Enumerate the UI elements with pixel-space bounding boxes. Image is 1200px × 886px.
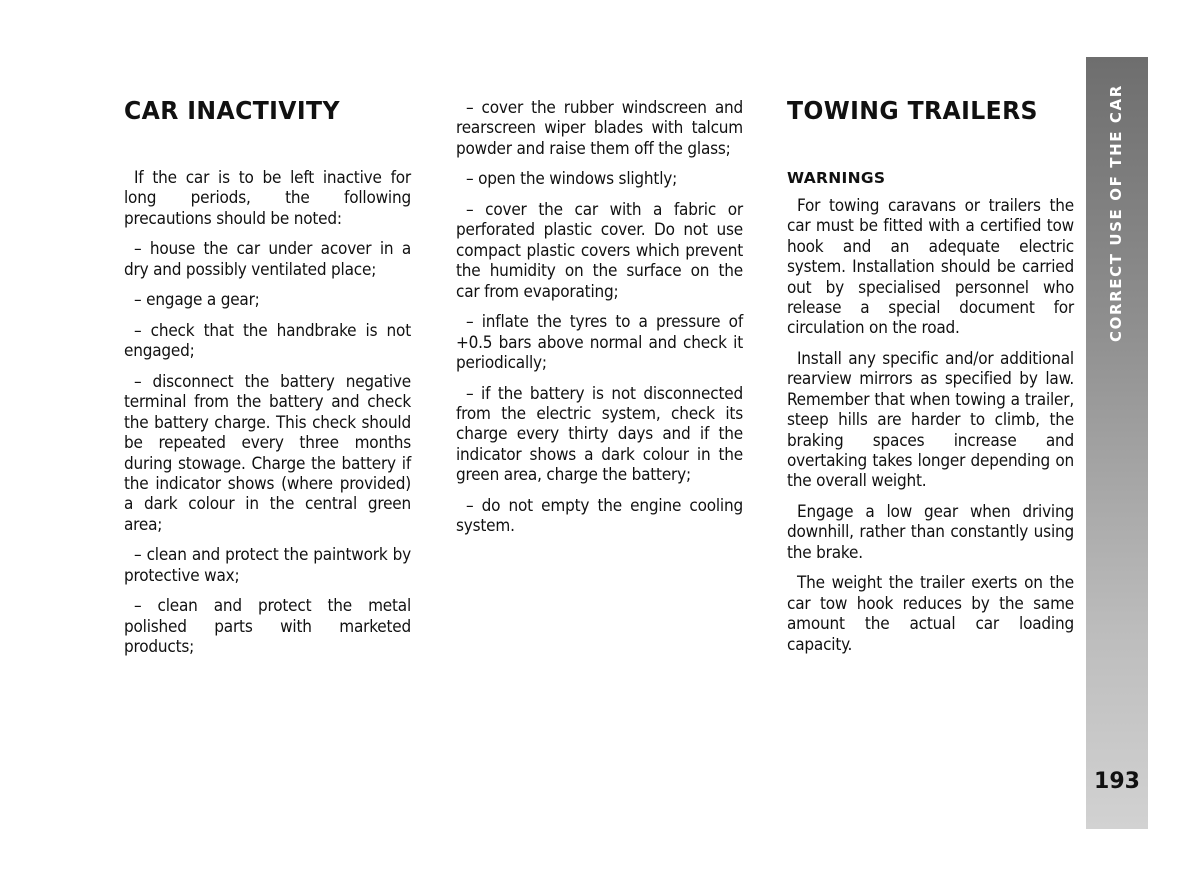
right-column — [787, 96, 1074, 665]
paragraph: – if the battery is not disconnected from the electric system, check its charge every thirty days and if the indicator shows a dark colour in the green area, charge the battery; — [456, 383, 743, 486]
left-column — [124, 96, 411, 668]
paragraph: If the car is to be left inactive for long periods, the following precautions should be noted: — [124, 168, 411, 229]
paragraph: – cover the car with a fabric or perforated plastic cover. Do not use compact plastic covers which prevent the humidity on the surface on the car from evaporating; — [456, 200, 743, 302]
paragraph: – clean and protect the metal polished parts with marketed products; — [124, 596, 411, 658]
car-inactivity-heading: CAR INACTIVITY — [124, 96, 340, 125]
towing-trailers-heading: TOWING TRAILERS — [787, 96, 1038, 125]
paragraph: Install any specific and/or additional rearview mirrors as specified by law. Remember that when towing a trailer, steep hills are harder to climb, the braking spaces increase and overtaking takes longer depending on the overall weight. — [787, 349, 1074, 492]
middle-column — [456, 98, 743, 547]
paragraph: – house the car under acover in a dry and possibly ventilated place; — [124, 239, 411, 280]
paragraph: – disconnect the battery negative terminal from the battery and check the battery charge. This check should be repeated every three months during stowage. Charge the battery if the indicator shows (where provided) a dark colour in the central green area; — [124, 372, 411, 535]
paragraph: For towing caravans or trailers the car must be fitted with a certified tow hook and an adequate electric system. Installation should be carried out by specialised personnel who release a special document for circulation on the road. — [787, 196, 1074, 339]
paragraph: – open the windows slightly; — [466, 169, 678, 190]
page-number: 193 — [1094, 769, 1140, 794]
paragraph: – cover the rubber windscreen and rearscreen wiper blades with talcum powder and raise them off the glass; — [456, 98, 743, 159]
paragraph: The weight the trailer exerts on the car tow hook reduces by the same amount the actual car loading capacity. — [787, 573, 1074, 655]
paragraph: Engage a low gear when driving downhill, rather than constantly using the brake. — [787, 502, 1074, 563]
paragraph: – do not empty the engine cooling system. — [456, 495, 743, 537]
paragraph: – inflate the tyres to a pressure of +0.5 bars above normal and check it periodically; — [456, 312, 743, 374]
paragraph: – engage a gear; — [134, 290, 260, 311]
paragraph: – clean and protect the paintwork by protective wax; — [124, 545, 411, 586]
paragraph: – check that the handbrake is not engaged; — [124, 321, 411, 362]
section-title-text: CORRECT USE OF THE CAR — [1107, 84, 1125, 342]
warnings-subheading: WARNINGS — [787, 169, 886, 187]
